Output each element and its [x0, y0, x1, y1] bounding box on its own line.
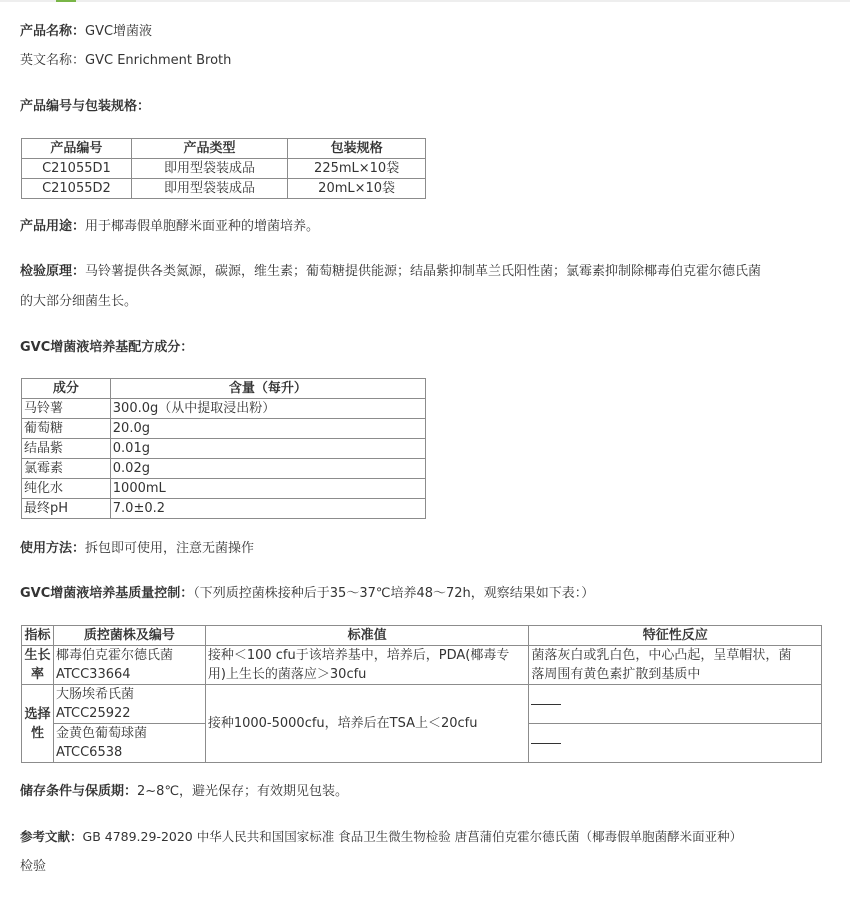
- principle-line-1: [20, 262, 761, 282]
- storage-line: [20, 782, 348, 802]
- reference-label: 参考文献：: [20, 829, 83, 844]
- qc-strain-cell: [53, 685, 205, 724]
- qc-standard-cell: [205, 646, 529, 685]
- qc-indicator-growth: 生长率: [22, 646, 54, 685]
- qc-section-title: GVC增菌液培养基质量控制：: [20, 586, 194, 601]
- table-row: [22, 419, 426, 439]
- formula-amount: 300.0g（从中提取浸出粉）: [110, 399, 425, 419]
- storage-value: 2~8℃，避光保存；有效期见包装。: [137, 784, 349, 799]
- qc-reaction-line: 落周围有黄色素扩散到基质中: [531, 667, 701, 682]
- product-name-label: 产品名称：: [20, 24, 86, 39]
- empty-dash: [531, 704, 561, 705]
- usage-label: 产品用途：: [20, 219, 86, 234]
- table-row: [22, 179, 426, 199]
- table-row: [22, 479, 426, 499]
- formula-ingredient: 最终pH: [22, 499, 111, 519]
- spec-cell-type: 即用型袋装成品: [131, 179, 287, 199]
- english-name-label: 英文名称：: [20, 53, 86, 68]
- spec-header-type: 产品类型: [131, 139, 287, 159]
- qc-strain-cell: [53, 724, 205, 763]
- spec-table-header: [22, 139, 426, 159]
- table-row: [22, 439, 426, 459]
- top-accent-bar: [56, 0, 76, 2]
- method-label: 使用方法：: [20, 541, 86, 556]
- spec-cell-type: 即用型袋装成品: [131, 159, 287, 179]
- empty-dash: [531, 743, 561, 744]
- table-row: [22, 159, 426, 179]
- formula-amount: 0.02g: [110, 459, 425, 479]
- spec-cell-code: C21055D2: [22, 179, 132, 199]
- qc-standard-line: 接种＜100 cfu于该培养基中，培养后，PDA(椰毒专: [207, 648, 510, 663]
- reference-line-1: [20, 827, 742, 847]
- qc-table: [21, 625, 822, 763]
- storage-label: 储存条件与保质期：: [20, 784, 138, 799]
- qc-header-standard: 标准值: [205, 626, 529, 646]
- qc-header-reaction: 特征性反应: [529, 626, 822, 646]
- spec-cell-package: 20mL×10袋: [288, 179, 426, 199]
- table-row: [22, 399, 426, 419]
- principle-line-2: 的大部分细菌生长。: [20, 294, 138, 309]
- qc-title-line: [20, 584, 594, 604]
- formula-amount: 7.0±0.2: [110, 499, 425, 519]
- principle-text: 马铃薯提供各类氮源，碳源，维生素；葡萄糖提供能源；结晶紫抑制革兰氏阳性菌；氯霉素抑制除椰毒伯克霍尔德氏菌: [85, 264, 762, 279]
- method-value: 拆包即可使用，注意无菌操作: [85, 541, 255, 556]
- formula-ingredient: 氯霉素: [22, 459, 111, 479]
- formula-section-title: GVC增菌液培养基配方成分：: [20, 340, 194, 355]
- formula-ingredient: 葡萄糖: [22, 419, 111, 439]
- reference-text: GB 4789.29-2020 中华人民共和国国家标准 食品卫生微生物检验 唐菖蒲伯克霍尔德氏菌（椰毒假单胞菌酵米面亚种）: [82, 829, 743, 844]
- formula-ingredient: 纯化水: [22, 479, 111, 499]
- table-row: [22, 685, 822, 724]
- reference-line-2: 检验: [20, 859, 47, 874]
- usage-line: [20, 217, 319, 237]
- english-name-line: [20, 51, 231, 71]
- qc-strain-name: 大肠埃希氏菌: [55, 687, 134, 702]
- qc-selective-standard: 接种1000-5000cfu，培养后在TSA上＜20cfu: [205, 685, 529, 763]
- principle-label: 检验原理：: [20, 264, 86, 279]
- formula-header-amount: 含量（每升）: [110, 379, 425, 399]
- formula-table-header: [22, 379, 426, 399]
- formula-table: [21, 378, 426, 519]
- qc-standard-line: 用)上生长的菌落应＞30cfu: [207, 667, 367, 682]
- product-name-value: GVC增菌液: [85, 24, 153, 39]
- spec-header-code: 产品编号: [22, 139, 132, 159]
- spec-cell-package: 225mL×10袋: [288, 159, 426, 179]
- qc-reaction-cell: [529, 685, 822, 724]
- qc-strain-code: ATCC33664: [55, 667, 131, 682]
- qc-reaction-cell: [529, 646, 822, 685]
- qc-reaction-cell: [529, 724, 822, 763]
- table-row: [22, 459, 426, 479]
- qc-strain-cell: [53, 646, 205, 685]
- qc-table-header: [22, 626, 822, 646]
- qc-reaction-line: 菌落灰白或乳白色，中心凸起，呈草帽状，菌: [531, 648, 792, 663]
- top-divider: [0, 0, 850, 2]
- qc-strain-code: ATCC6538: [55, 745, 123, 760]
- spec-section-title: 产品编号与包装规格：: [20, 99, 151, 114]
- qc-header-strain: 质控菌株及编号: [53, 626, 205, 646]
- formula-amount: 1000mL: [110, 479, 425, 499]
- qc-strain-code: ATCC25922: [55, 706, 131, 721]
- qc-header-indicator: 指标: [22, 626, 54, 646]
- spec-table: [21, 138, 426, 199]
- table-row: [22, 499, 426, 519]
- formula-amount: 20.0g: [110, 419, 425, 439]
- product-name-line: [20, 22, 152, 42]
- qc-strain-name: 椰毒伯克霍尔德氏菌: [55, 648, 173, 663]
- spec-cell-code: C21055D1: [22, 159, 132, 179]
- qc-strain-name: 金黄色葡萄球菌: [55, 726, 147, 741]
- formula-amount: 0.01g: [110, 439, 425, 459]
- qc-note: （下列质控菌株接种后于35～37℃培养48～72h，观察结果如下表：）: [193, 586, 595, 601]
- spec-header-package: 包装规格: [288, 139, 426, 159]
- english-name-value: GVC Enrichment Broth: [85, 53, 232, 68]
- formula-ingredient: 结晶紫: [22, 439, 111, 459]
- usage-value: 用于椰毒假单胞酵米面亚种的增菌培养。: [85, 219, 320, 234]
- formula-ingredient: 马铃薯: [22, 399, 111, 419]
- qc-indicator-selective: 选择性: [22, 685, 54, 763]
- table-row: [22, 646, 822, 685]
- formula-header-ingredient: 成分: [22, 379, 111, 399]
- method-line: [20, 539, 254, 559]
